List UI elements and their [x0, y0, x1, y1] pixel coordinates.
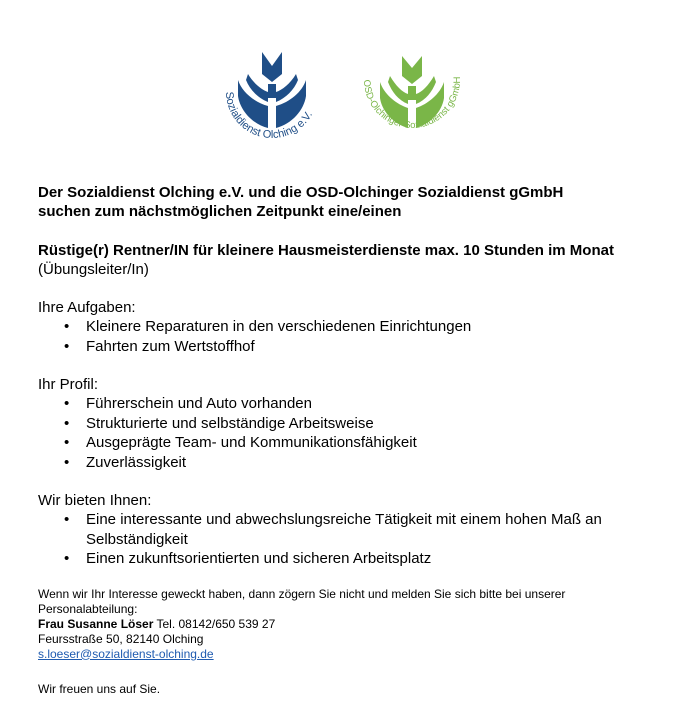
list-item: • Ausgeprägte Team- und Kommunikationsfähigkeit [86, 433, 648, 453]
list-item: • Führerschein und Auto vorhanden [86, 394, 648, 414]
svg-text:OSD-Olchinger Sozialdienst gGm [361, 76, 463, 131]
job-title-suffix: (Übungsleiter/In) [38, 261, 149, 278]
list-item: • Strukturierte und selbständige Arbeitsweise [86, 414, 648, 434]
profile-list [38, 394, 648, 472]
tasks-list [38, 317, 648, 356]
job-title [38, 241, 648, 279]
contact-block [38, 587, 648, 662]
list-item: • Zuverlässigkeit [86, 453, 648, 473]
contact-person [38, 617, 648, 632]
blue-logo-text: Sozialdienst Olching e.V. [222, 91, 316, 142]
list-item: • Fahrten zum Wertstoffhof [86, 337, 648, 357]
green-logo-text: OSD-Olchinger Sozialdienst gGmbH [360, 76, 464, 132]
list-item: • Kleinere Reparaturen in den verschiedenen Einrichtungen [86, 317, 648, 337]
offer-list [38, 510, 648, 569]
headline [38, 183, 648, 221]
list-item: • Eine interessante und abwechslungsreiche Tätigkeit mit einem hohen Maß an Selbständigkeit [86, 510, 648, 549]
contact-address: Feursstraße 50, 82140 Olching [38, 631, 204, 646]
contact-intro: Wenn wir Ihr Interesse geweckt haben, dann zögern Sie nicht und melden Sie sich bitte bei unserer Personalabteilung: [38, 586, 566, 616]
job-posting [38, 183, 648, 709]
list-item: • Einen zukunftsorientierten und sicheren Arbeitsplatz [86, 549, 648, 569]
sozialdienst-olching-logo [212, 40, 332, 160]
osd-olchinger-logo [352, 40, 472, 160]
tasks-heading: Ihre Aufgaben: [38, 299, 136, 316]
headline-line2: suchen zum nächstmöglichen Zeitpunkt eine/einen [38, 203, 402, 220]
offer-heading: Wir bieten Ihnen: [38, 492, 152, 509]
headline-line1: Der Sozialdienst Olching e.V. und die OSD-Olchinger Sozialdienst gGmbH [38, 184, 564, 201]
profile-heading: Ihr Profil: [38, 376, 99, 393]
contact-email-link[interactable]: s.loeser@sozialdienst-olching.de [38, 646, 214, 661]
contact-name: Frau Susanne Löser [38, 616, 154, 631]
job-title-main: Rüstige(r) Rentner/IN für kleinere Hausmeisterdienste max. 10 Stunden im Monat [38, 242, 614, 259]
contact-phone: Tel. 08142/650 539 27 [153, 616, 276, 631]
logos-header [0, 40, 684, 160]
closing-text: Wir freuen uns auf Sie. [38, 681, 161, 696]
